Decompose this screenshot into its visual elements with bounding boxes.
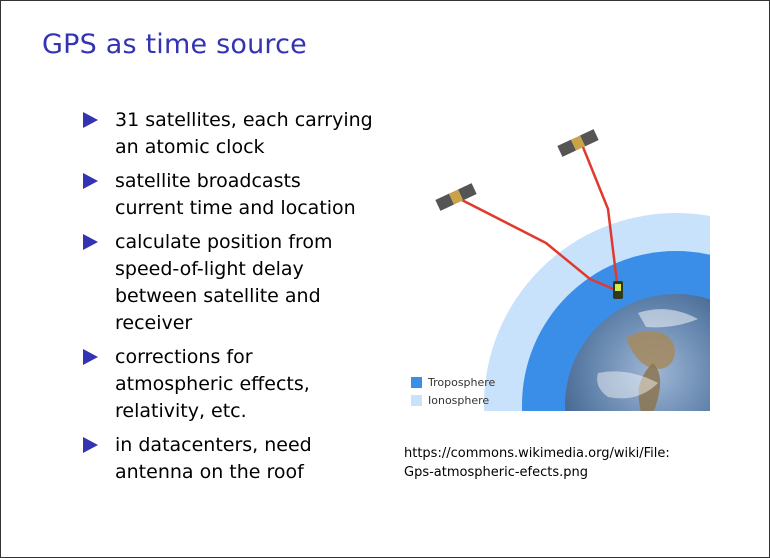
bullet-item — [83, 107, 383, 161]
ionosphere-swatch — [411, 395, 422, 406]
legend-item — [411, 373, 495, 391]
gps-illustration — [398, 113, 710, 411]
bullet-line: between satellite and — [115, 285, 321, 307]
legend-label: Troposphere — [428, 375, 496, 389]
caption-line: https://commons.wikimedia.org/wiki/File: — [404, 446, 670, 461]
troposphere-swatch — [411, 377, 422, 388]
bullet-item — [83, 344, 383, 425]
triangle-bullet-icon — [83, 349, 98, 365]
bullet-line: corrections for — [115, 346, 253, 368]
bullet-line: satellite broadcasts — [115, 170, 301, 192]
satellite-right-icon — [557, 129, 598, 157]
bullet-line: calculate position from — [115, 231, 333, 253]
bullet-line: relativity, etc. — [115, 400, 247, 422]
triangle-bullet-icon — [83, 112, 98, 128]
gps-figure — [398, 113, 710, 411]
bullet-list — [83, 107, 383, 493]
bullet-item — [83, 168, 383, 222]
image-source-caption — [404, 444, 734, 482]
bullet-line: an atomic clock — [115, 136, 265, 158]
slide-title: GPS as time source — [42, 29, 307, 60]
bullet-line: 31 satellites, each carrying — [115, 109, 373, 131]
triangle-bullet-icon — [83, 173, 98, 189]
gps-receiver-icon — [613, 281, 623, 299]
triangle-bullet-icon — [83, 437, 98, 453]
bullet-line: current time and location — [115, 197, 356, 219]
bullet-line: receiver — [115, 312, 193, 334]
bullet-item — [83, 229, 383, 337]
bullet-line: atmospheric effects, — [115, 373, 310, 395]
figure-legend — [411, 373, 495, 409]
triangle-bullet-icon — [83, 234, 98, 250]
bullet-line: speed-of-light delay — [115, 258, 304, 280]
bullet-line: in datacenters, need — [115, 434, 312, 456]
legend-label: Ionosphere — [428, 393, 490, 407]
legend-item — [411, 391, 495, 409]
caption-line: Gps-atmospheric-efects.png — [404, 465, 588, 480]
bullet-item — [83, 432, 383, 486]
bullet-line: antenna on the roof — [115, 461, 304, 483]
satellite-left-icon — [435, 183, 476, 211]
